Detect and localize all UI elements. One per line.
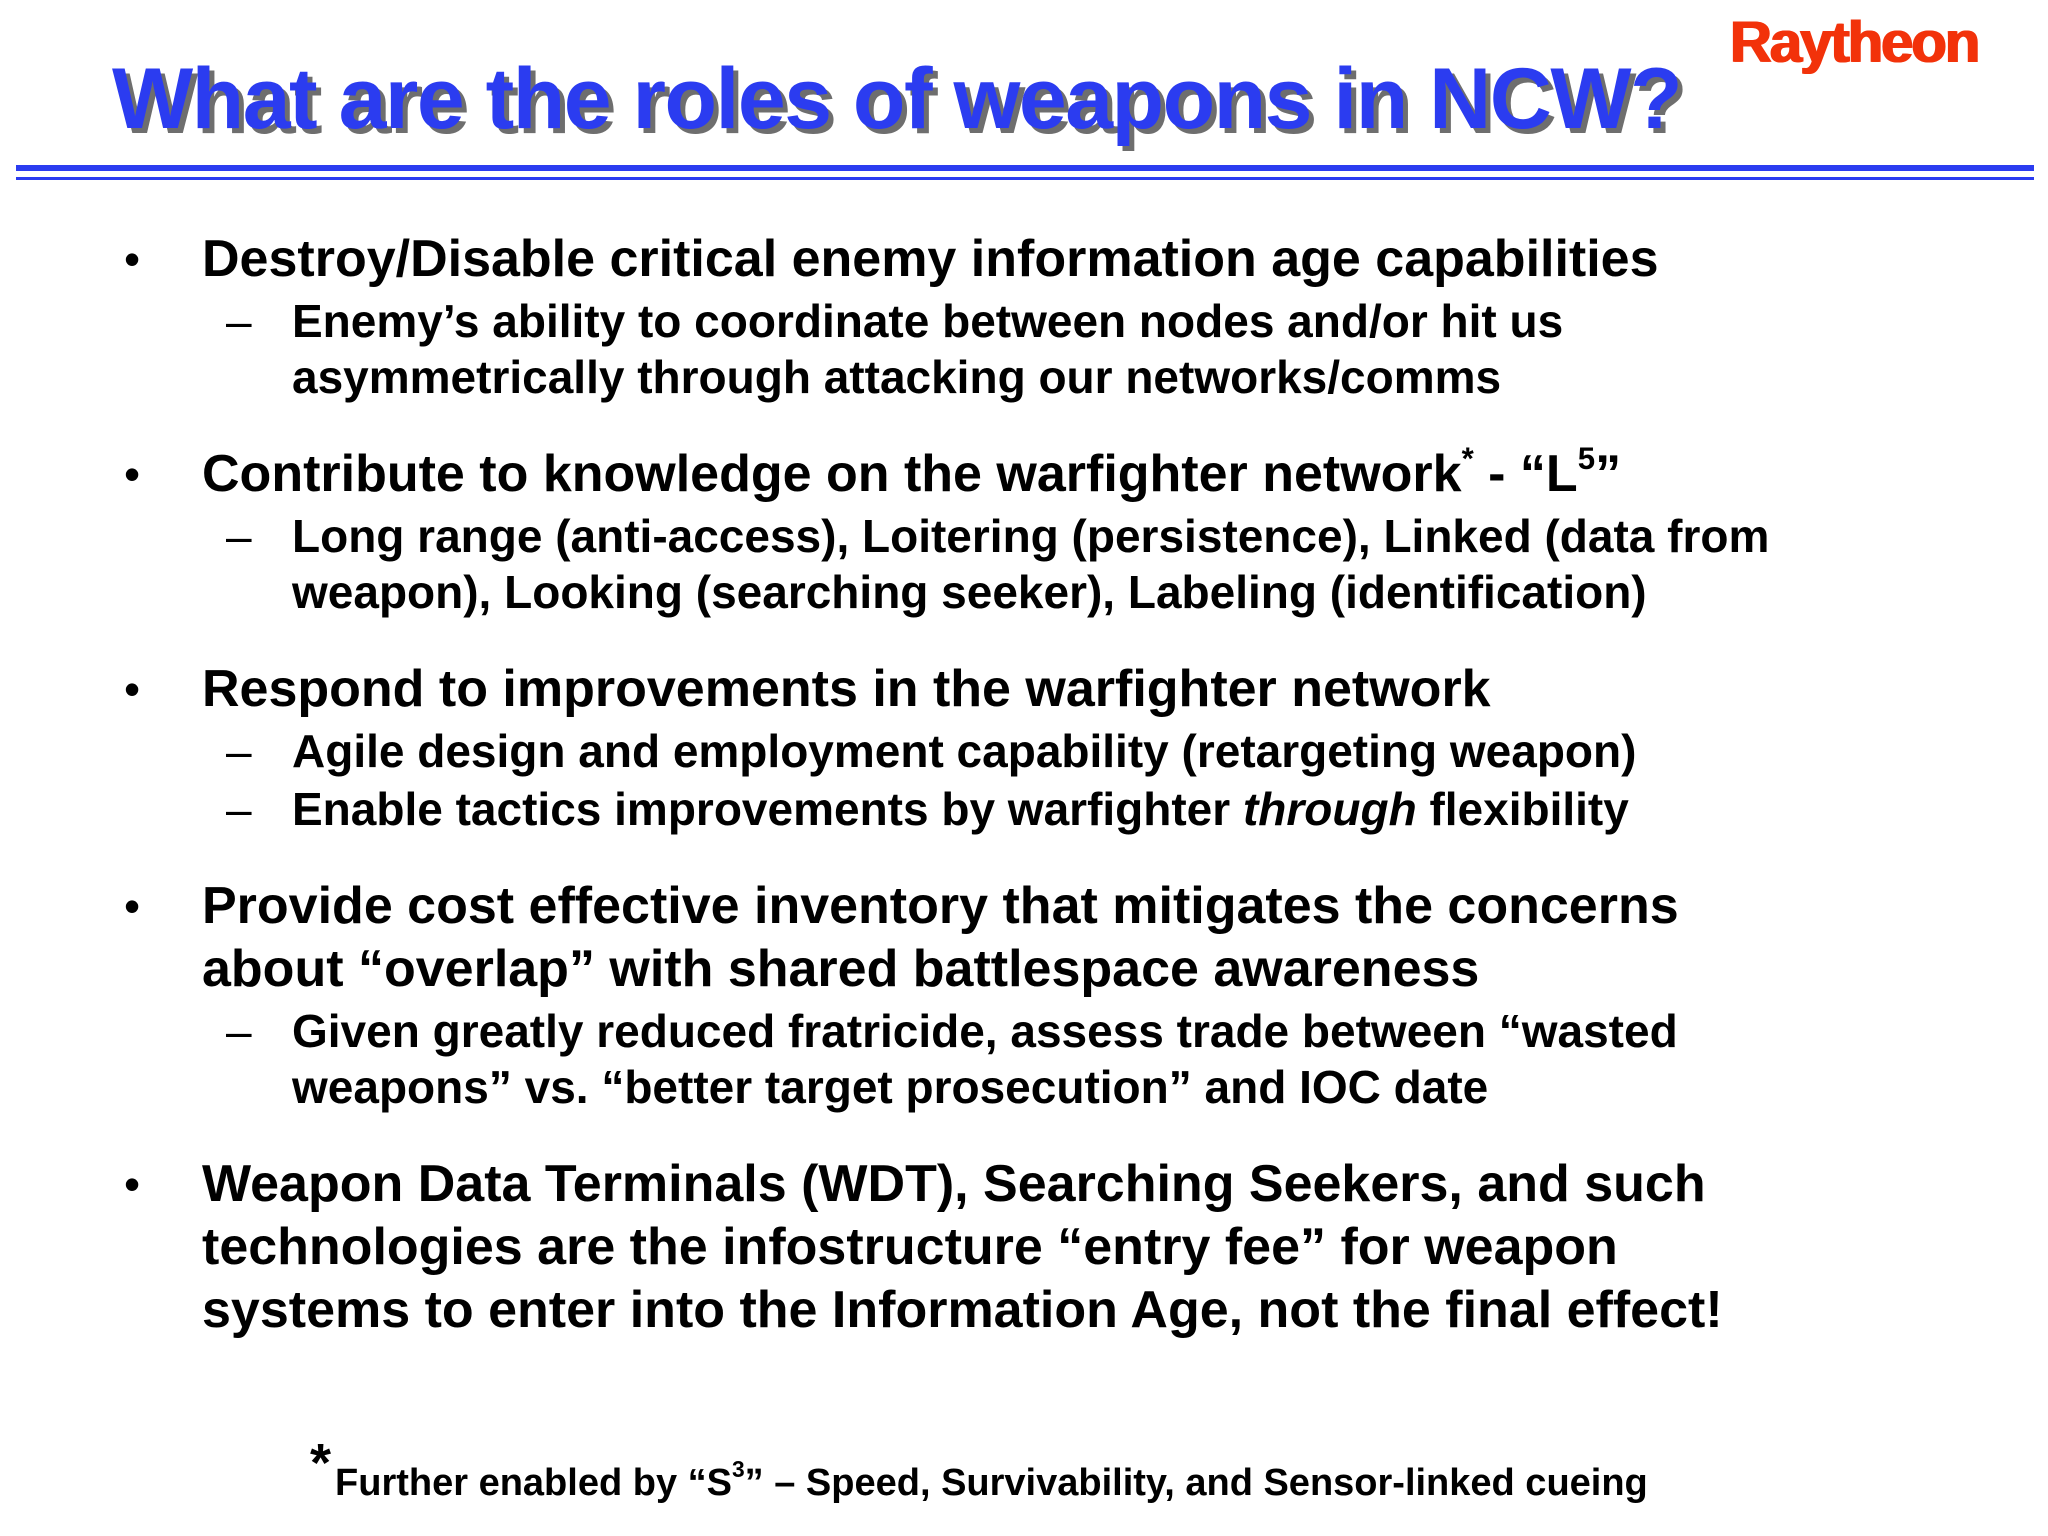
bullet-line: systems to enter into the Information Age, not the final effect! (202, 1281, 1723, 1339)
bullet-text (0, 440, 1962, 506)
sub-bullet-line: Enemy’s ability to coordinate between nodes and/or hit us (292, 295, 1564, 347)
bullet-marker: • (124, 1158, 141, 1210)
emphasis-text: through (1242, 783, 1417, 835)
sub-bullet-line (292, 781, 1992, 837)
sub-bullet-line: Agile design and employment capability (retargeting weapon) (292, 725, 1637, 777)
sub-bullet-text: flexibility (1416, 783, 1629, 835)
bullet-list (0, 228, 2048, 1380)
bullet-text (0, 658, 1962, 721)
sub-bullet-line: weapons” vs. “better target prosecution” and IOC date (292, 1061, 1489, 1113)
bullet-text (0, 875, 1962, 1001)
dash-marker: – (226, 510, 252, 562)
bullet-line: Provide cost effective inventory that mitigates the concerns (202, 877, 1679, 935)
bullet-text (0, 1153, 1962, 1342)
dash-marker: – (226, 725, 252, 777)
footnote-text: Further enabled by “S (335, 1462, 732, 1504)
title-rule-thick (16, 165, 2034, 171)
dash-marker: – (226, 1005, 252, 1057)
bullet-line: Contribute to knowledge on the warfighter network (202, 445, 1462, 503)
footnote (310, 1433, 1910, 1508)
sub-bullet (0, 508, 1992, 620)
bullet-item-5 (0, 1153, 2048, 1342)
bullet-marker: • (124, 448, 141, 500)
bullet-item-2 (0, 440, 2048, 620)
sub-bullet (0, 293, 1992, 405)
bullet-marker: • (124, 880, 141, 932)
sub-bullet-line: asymmetrically through attacking our networks/comms (292, 351, 1502, 403)
asterisk-reference: * (1461, 440, 1474, 476)
bullet-marker: • (124, 233, 141, 285)
bullet-text (0, 228, 1962, 291)
bullet-marker: • (124, 663, 141, 715)
sub-bullet-line: weapon), Looking (searching seeker), Labeling (identification) (292, 566, 1647, 618)
bullet-line: Destroy/Disable critical enemy information age capabilities (202, 230, 1659, 288)
footnote-text: ” – Speed, Survivability, and Sensor-linked cueing (744, 1462, 1648, 1504)
sub-bullet (0, 1003, 1992, 1115)
sub-bullet-text: Enable tactics improvements by warfighter (292, 783, 1243, 835)
raytheon-logo: Raytheon (1730, 10, 1979, 75)
bullet-item-4 (0, 875, 2048, 1115)
closing-quote: ” (1595, 445, 1622, 503)
bullet-line: technologies are the infostructure “entry fee” for weapon (202, 1218, 1618, 1276)
bullet-line: Weapon Data Terminals (WDT), Searching Seekers, and such (202, 1155, 1706, 1213)
bullet-line: Respond to improvements in the warfighter network (202, 660, 1491, 718)
sub-bullet-line: Long range (anti-access), Loitering (persistence), Linked (data from (292, 510, 1770, 562)
sub-bullet-line: Given greatly reduced fratricide, assess trade between “wasted (292, 1005, 1678, 1057)
bullet-line-part: - “L (1473, 445, 1578, 503)
superscript-power: 3 (731, 1456, 745, 1483)
bullet-item-3 (0, 658, 2048, 837)
sub-bullet (0, 723, 1992, 779)
footnote-asterisk: * (310, 1433, 332, 1493)
slide-title: What are the roles of weapons in NCW? (112, 51, 1682, 147)
title-rule-thin (16, 177, 2034, 180)
bullet-line: about “overlap” with shared battlespace awareness (202, 940, 1480, 998)
dash-marker: – (226, 783, 252, 835)
sub-bullet (0, 781, 1992, 837)
dash-marker: – (226, 295, 252, 347)
bullet-item-1 (0, 228, 2048, 405)
superscript-power: 5 (1577, 440, 1596, 476)
